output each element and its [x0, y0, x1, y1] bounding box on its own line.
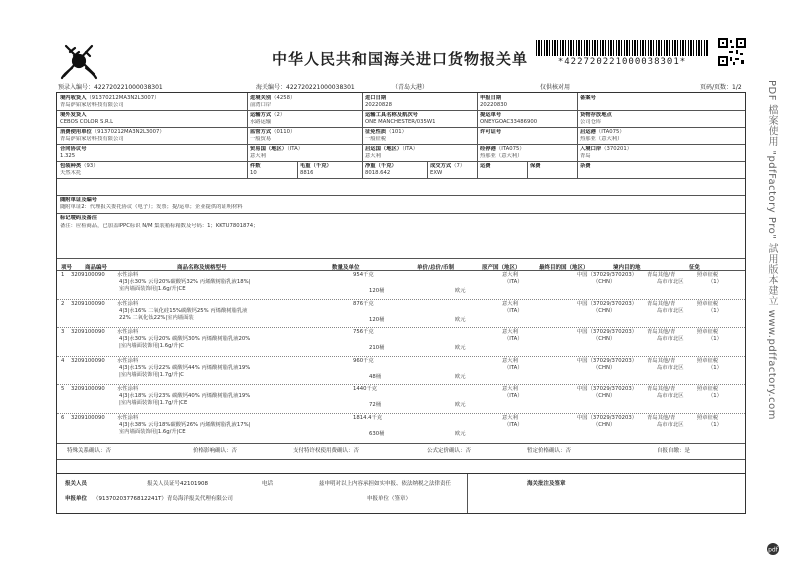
goods-item-origin-code: （ITA）: [504, 336, 523, 342]
header-field-value: 8018.642: [365, 170, 391, 176]
goods-item-qty: 756千克: [353, 329, 374, 335]
goods-item-spec: 22% 二氧化钛22%|室内墙面装: [119, 314, 194, 321]
statement: 兹申明对以上内容承担如实申报、依法纳税之法律责任: [319, 481, 452, 487]
header-field-value: CEBOS COLOR S.R.L: [60, 119, 114, 125]
goods-item-no: 2: [61, 300, 65, 307]
goods-item-district2: 岛市市北区: [657, 421, 684, 428]
goods-item-spec: |室内墙面装饰用|1.6g/升|C: [119, 343, 184, 349]
docs-value: 随附单证2：代理报关委托协议（电子）；发票；提/运单；企业提供的证明材料: [60, 204, 243, 210]
header-field-label: 监管方式（0110）: [250, 129, 296, 135]
header-field-value: 意大利: [365, 153, 381, 159]
goods-item-dest: 中国（37029/370203）: [577, 357, 638, 364]
goods-header-qty: 数量及单位: [332, 265, 360, 271]
phone-label: 电话: [262, 481, 274, 487]
header-field-value: ONEYGOAC33486900: [480, 119, 538, 125]
header-field-label: 贸易国（地区）（ITA）: [250, 146, 304, 152]
goods-header-district: 境内目的地: [613, 265, 641, 271]
header-field-label: 合同协议号: [60, 146, 87, 152]
goods-item-dest-code: （CHN）: [593, 336, 616, 342]
header-field-label: 备案号: [580, 95, 596, 101]
header-field-value: 天然木托: [60, 170, 82, 176]
docs-label: 随附单证及编号: [60, 197, 98, 203]
header-field-value: 热那亚（意大利）: [480, 153, 523, 159]
header-field-value: 20220830: [480, 102, 507, 108]
header-field-label: 保费: [530, 163, 541, 169]
header-field-label: 申报日期: [480, 95, 502, 101]
header-field-label: 征免性质（101）: [365, 129, 407, 135]
goods-header-no: 项号: [61, 265, 73, 271]
goods-item-no: 3: [61, 329, 65, 335]
header-field-label: 杂费: [580, 163, 591, 169]
goods-item-origin: 意大利: [502, 272, 518, 278]
header-field-value: EXW: [430, 170, 443, 176]
goods-item-duty-code: （1）: [708, 393, 722, 399]
header-field-label: 境内收货人（91370212MA3N2L3007）: [60, 95, 160, 101]
goods-item-district2: 岛市市北区: [657, 279, 684, 285]
header-field-value: 青岛萨铂家居科技有限公司: [60, 102, 124, 108]
header-field-value: 一般贸易: [250, 136, 272, 142]
header-field-value: ONE MANCHESTER/035W1: [365, 119, 436, 125]
header-field-label: 许可证号: [480, 129, 502, 135]
goods-item-name: 水性涂料: [117, 300, 139, 307]
header-field-label: 运费: [480, 163, 491, 169]
goods-item-dest: 中国（37029/370203）: [577, 300, 638, 307]
header-field-value: 前湾口岸: [250, 102, 272, 108]
goods-item-district: 青岛其他/青: [647, 386, 676, 392]
goods-header-dest: 最终目的国（地区）: [539, 265, 589, 271]
goods-item-no: 4: [61, 357, 65, 364]
header-field-label: 消费使用单位（91370212MA3N2L3007）: [60, 129, 165, 135]
customs-number: 海关编号：422720221000038301: [256, 84, 355, 91]
goods-item-duty-code: （1）: [708, 307, 722, 314]
goods-header-origin: 原产国（地区）: [482, 265, 521, 271]
goods-item-name: 水性涂料: [117, 414, 139, 421]
declaration-table: [56, 92, 746, 474]
header-field-label: 毛重（千克）: [300, 163, 332, 169]
header-field-value: 10: [250, 170, 257, 176]
royalty: 支付特许权使用费确认：否: [293, 448, 360, 454]
goods-item-spec: |室内墙面装饰用|1.7g/升|C: [119, 371, 184, 378]
header-field-label: 净重（千克）: [365, 163, 397, 169]
header-field-value: 意大利: [250, 153, 266, 159]
footer-block: [56, 474, 746, 514]
goods-item-qty2: 120桶: [369, 288, 385, 294]
goods-item-code: 3209100090: [71, 272, 105, 278]
goods-item-origin-code: （ITA）: [504, 364, 523, 371]
header-field-label: 运输方式（2）: [250, 112, 286, 118]
goods-item-duty: 照章征税: [697, 414, 719, 421]
goods-item-district: 青岛其他/青: [647, 329, 676, 335]
header-field-value: 1.325: [60, 153, 76, 159]
goods-item-origin: 意大利: [502, 329, 518, 335]
port-name: （青岛大港）: [392, 84, 429, 91]
header-field-label: 启运港（ITA075）: [580, 129, 625, 135]
goods-item-code: 3209100090: [71, 329, 105, 335]
goods-item-spec: 室内墙面装饰用|1.6g/升|CE: [119, 286, 186, 292]
barcode-text: *422720221000038301*: [557, 57, 687, 67]
tentative-price: 暂定价格确认：否: [527, 448, 572, 454]
special-relation: 特殊关系确认：否: [67, 448, 112, 454]
goods-item-code: 3209100090: [71, 386, 105, 392]
header-field-value: 青岛萨铂家居科技有限公司: [60, 136, 124, 142]
header-field-value: 公司仓库: [580, 119, 602, 125]
goods-item-qty2: 630桶: [369, 430, 385, 437]
goods-item-name: 水性涂料: [117, 272, 139, 278]
goods-item-currency: 欧元: [455, 316, 466, 323]
goods-item-qty: 960千克: [353, 357, 374, 364]
self-tax: 自报自缴：是: [657, 448, 691, 454]
goods-header-price: 单价/总价/币制: [417, 265, 455, 271]
barcode: [536, 40, 708, 56]
header-field-label: 进境关别（4258）: [250, 95, 296, 101]
goods-item-origin-code: （ITA）: [504, 307, 523, 314]
verification-note: 仅供核对用: [540, 84, 571, 91]
watermark-text: PDF 檔案使用 "pdfFactory Pro" 試用版本建立 www.pdffactory.com: [766, 80, 777, 421]
prerecord-number: 预录入编号：422720221000038301: [58, 84, 163, 91]
goods-item-origin: 意大利: [502, 386, 518, 392]
goods-item-qty2: 210桶: [369, 345, 385, 351]
header-field-label: 提运单号: [480, 112, 502, 118]
goods-item-qty2: 120桶: [369, 316, 385, 323]
goods-item-dest-code: （CHN）: [593, 279, 616, 285]
header-field-label: 货物存放地点: [580, 112, 612, 118]
goods-item-district: 青岛其他/青: [647, 414, 676, 421]
goods-item-duty: 照章征税: [697, 272, 719, 278]
goods-item-no: 6: [61, 414, 65, 421]
goods-header-name: 商品名称及规格型号: [177, 265, 227, 271]
goods-item-dest: 中国（37029/370203）: [577, 329, 638, 335]
header-field-label: 经停港（ITA075）: [480, 146, 525, 152]
goods-item-spec: 4|3|水16% 二氧化硅15%碳酸钙25% 丙烯酸树脂乳液: [119, 307, 248, 314]
header-field-value: 水路运输: [250, 119, 272, 125]
goods-item-duty-code: （1）: [708, 421, 722, 428]
goods-item-dest: 中国（37029/370203）: [577, 414, 638, 421]
goods-item-dest-code: （CHN）: [593, 364, 616, 371]
goods-item-district: 青岛其他/青: [647, 357, 676, 364]
qr-code-icon: [718, 38, 746, 66]
header-field-value: 20220828: [365, 102, 392, 108]
goods-item-name: 水性涂料: [117, 329, 139, 335]
page-indicator: 页码/页数：1/2: [700, 84, 742, 91]
header-field-label: 境外发货人: [60, 112, 87, 118]
goods-item-code: 3209100090: [71, 300, 105, 307]
goods-item-spec: |室内墙面装饰用|1.7g/升|CE: [119, 400, 188, 406]
header-field-label: 进口日期: [365, 95, 387, 101]
header-field-label: 包装种类（93）: [60, 163, 99, 169]
goods-item-spec: 4|3|水38% 云母18%碳酸钙26% 丙烯酸树脂乳液17%|: [119, 421, 251, 428]
goods-item-district: 青岛其他/青: [647, 272, 676, 278]
goods-item-spec: 4|3|水30% 云母20% 碳酸钙30% 丙烯酸树脂乳液20%: [119, 336, 251, 342]
goods-item-district: 青岛其他/青: [647, 300, 676, 307]
goods-item-duty-code: （1）: [708, 279, 722, 285]
goods-item-spec: 4|3|水30% 云母20%碳酸钙32% 丙烯酸树脂乳液18%|: [119, 279, 251, 285]
goods-item-qty2: 72桶: [369, 402, 382, 408]
goods-item-currency: 欧元: [455, 430, 466, 437]
marks-label: 标记唛码及备注: [60, 215, 98, 221]
goods-item-duty: 照章征税: [697, 300, 719, 307]
header-field-label: 启运国（地区）（ITA）: [365, 146, 419, 152]
agent-value: （91370203776812241T）青岛海洋报关代理有限公司: [93, 496, 233, 502]
goods-item-duty-code: （1）: [708, 336, 722, 342]
price-impact: 价格影响确认：否: [193, 448, 238, 454]
goods-item-dest-code: （CHN）: [593, 393, 616, 399]
goods-item-qty: 876千克: [353, 300, 374, 307]
goods-item-origin-code: （ITA）: [504, 393, 523, 399]
header-field-label: 件数: [250, 163, 261, 169]
public-pricing: 公式定价确认：否: [427, 448, 472, 454]
goods-item-origin: 意大利: [502, 300, 518, 307]
goods-item-dest-code: （CHN）: [593, 421, 616, 428]
goods-item-qty2: 48桶: [369, 373, 382, 380]
header-field-label: 入境口岸（370201）: [580, 146, 633, 152]
goods-item-qty: 1814.4千克: [353, 414, 383, 421]
pdf-logo-icon: [766, 542, 780, 556]
goods-item-name: 水性涂料: [117, 386, 139, 392]
goods-item-spec: 4|3|水15% 云母22% 碳酸钙44% 丙烯酸树脂乳液19%: [119, 364, 251, 371]
goods-item-district2: 岛市市北区: [657, 393, 684, 399]
goods-item-origin-code: （ITA）: [504, 279, 523, 285]
goods-item-district2: 岛市市北区: [657, 307, 684, 314]
goods-item-currency: 欧元: [455, 373, 466, 380]
declarant-cert: 报关人员证号42101908: [147, 481, 208, 487]
header-field-value: 一般征税: [365, 136, 387, 142]
goods-item-duty: 照章征税: [697, 329, 719, 335]
svg-text:pdf: pdf: [768, 546, 778, 554]
goods-item-duty-code: （1）: [708, 364, 722, 371]
goods-item-code: 3209100090: [71, 414, 105, 421]
goods-item-no: 1: [61, 272, 65, 278]
header-field-label: 运输工具名称及航次号: [365, 112, 418, 118]
pdf-watermark: [764, 80, 784, 554]
goods-item-duty: 照章征税: [697, 357, 719, 364]
goods-item-spec: 4|3|水18% 云母23% 碳酸钙40% 丙烯酸树脂乳液19%: [119, 393, 251, 399]
agent-sign: 申报单位（签章）: [367, 496, 412, 502]
header-field-label: 成交方式（7）: [430, 163, 466, 169]
goods-item-origin: 意大利: [502, 414, 518, 421]
goods-item-currency: 欧元: [455, 288, 466, 294]
goods-item-origin: 意大利: [502, 357, 518, 364]
goods-item-spec: 室内墙面装饰用|1.6g/升|CE: [119, 428, 186, 435]
goods-item-qty: 954千克: [353, 272, 374, 278]
goods-item-name: 水性涂料: [117, 357, 139, 364]
header-field-value: 8816: [300, 170, 314, 176]
goods-header-duty: 征免: [689, 265, 701, 271]
header-field-value: 热那亚（意大利）: [580, 136, 623, 142]
goods-item-district2: 岛市市北区: [657, 336, 684, 342]
customs-note: 海关批注及签章: [527, 481, 566, 487]
goods-header-code: 商品编号: [85, 265, 108, 271]
goods-item-duty: 照章征税: [697, 386, 719, 392]
goods-item-district2: 岛市市北区: [657, 364, 684, 371]
goods-item-dest-code: （CHN）: [593, 307, 616, 314]
document-title: 中华人民共和国海关进口货物报关单: [271, 50, 528, 68]
declarant-label: 报关人员: [65, 481, 88, 487]
goods-item-dest: 中国（37029/370203）: [577, 272, 638, 278]
goods-item-no: 5: [61, 386, 65, 392]
goods-item-currency: 欧元: [455, 345, 466, 351]
agent-label: 申报单位: [65, 496, 88, 502]
goods-item-origin-code: （ITA）: [504, 421, 523, 428]
header-field-value: 青岛: [580, 153, 591, 159]
goods-item-code: 3209100090: [71, 357, 105, 364]
goods-item-qty: 1440千克: [353, 386, 378, 392]
marks-value: 备注：应检商品，已加盖IPPC标识 N/M 集装箱标箱数及号码：1；KKTU7801874；: [60, 223, 259, 229]
goods-item-currency: 欧元: [455, 402, 466, 408]
goods-item-dest: 中国（37029/370203）: [577, 386, 638, 392]
